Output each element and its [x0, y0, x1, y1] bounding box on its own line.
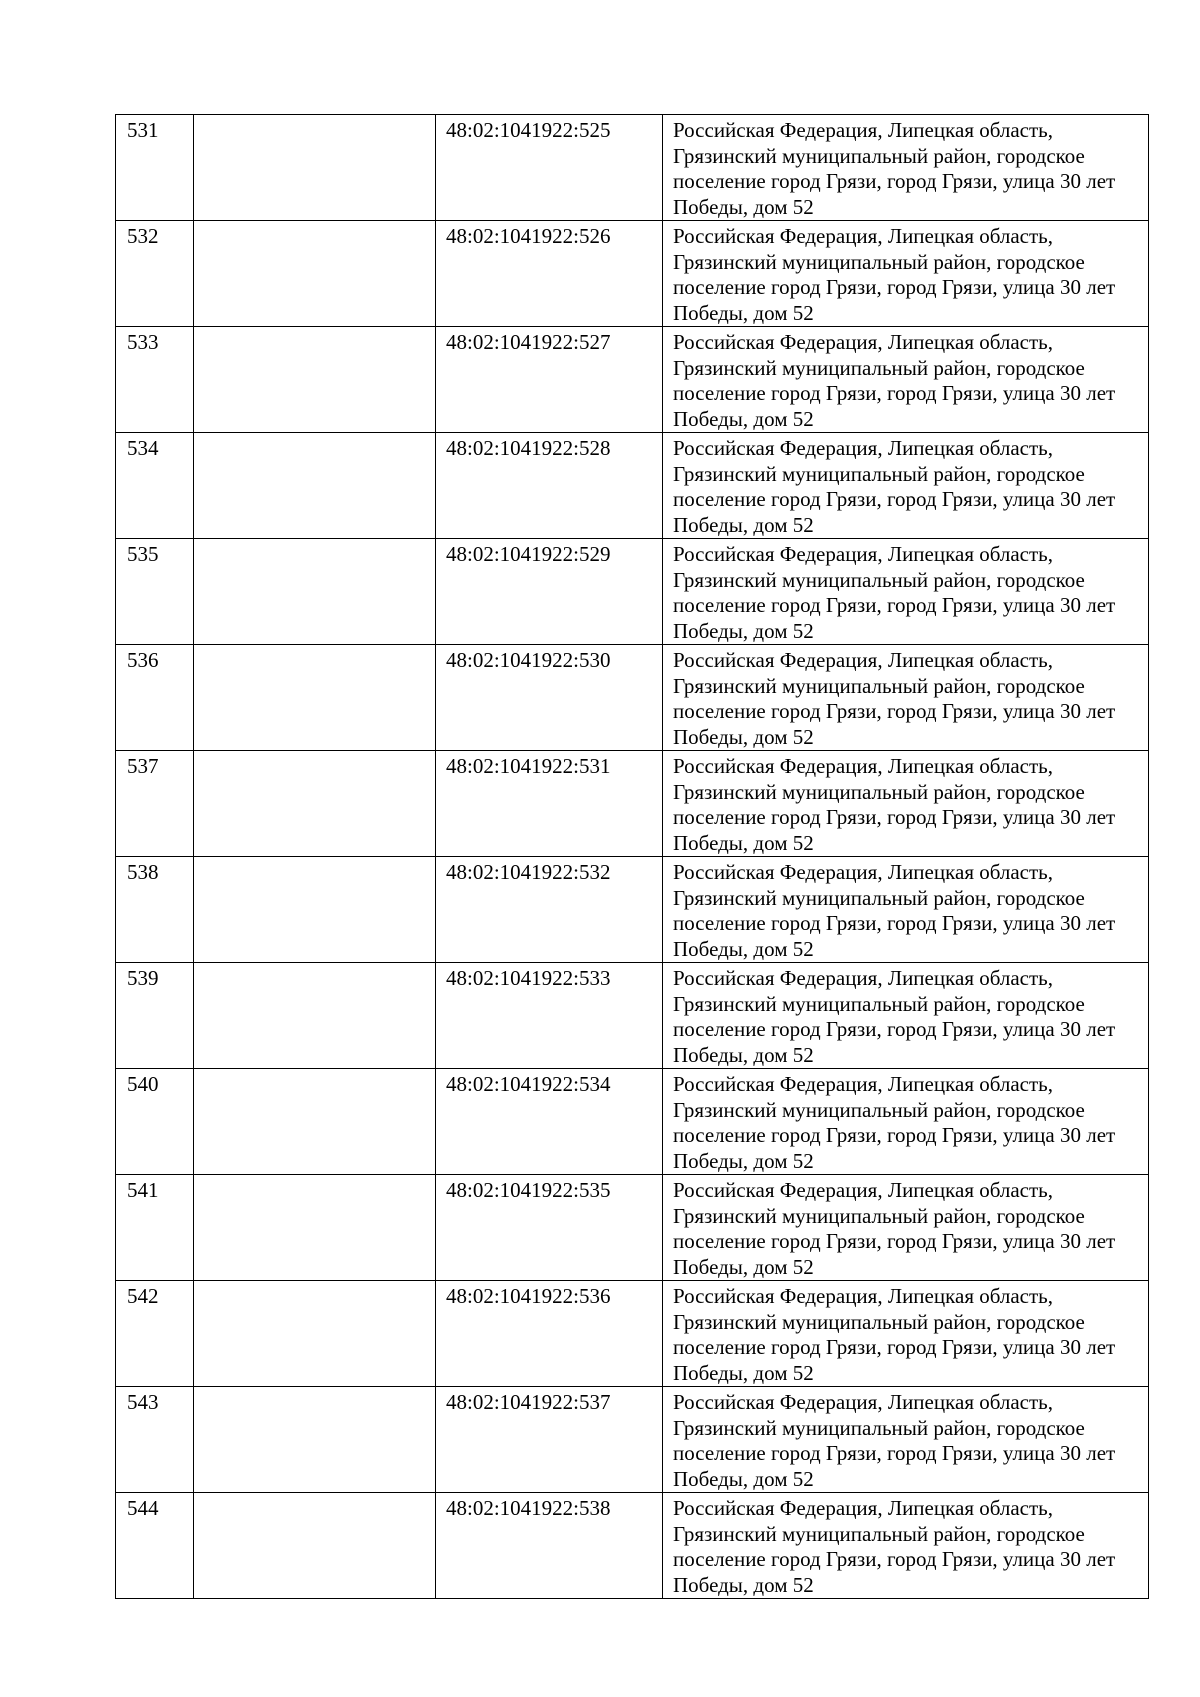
address-cell: Российская Федерация, Липецкая область, Грязинский муниципальный район, городское поселение город Грязи, город Грязи, улица 30 лет Победы, дом 52 [663, 433, 1149, 539]
address-cell: Российская Федерация, Липецкая область, Грязинский муниципальный район, городское поселение город Грязи, город Грязи, улица 30 лет Победы, дом 52 [663, 751, 1149, 857]
property-table [115, 114, 1149, 1599]
address-cell: Российская Федерация, Липецкая область, Грязинский муниципальный район, городское поселение город Грязи, город Грязи, улица 30 лет Победы, дом 52 [663, 645, 1149, 751]
table-row [116, 645, 1149, 751]
cadastral-number: 48:02:1041922:530 [436, 645, 663, 751]
row-number: 540 [116, 1069, 194, 1175]
object-name-cell [194, 221, 436, 327]
cadastral-number: 48:02:1041922:536 [436, 1281, 663, 1387]
address-cell: Российская Федерация, Липецкая область, Грязинский муниципальный район, городское поселение город Грязи, город Грязи, улица 30 лет Победы, дом 52 [663, 1069, 1149, 1175]
address-cell: Российская Федерация, Липецкая область, Грязинский муниципальный район, городское поселение город Грязи, город Грязи, улица 30 лет Победы, дом 52 [663, 1175, 1149, 1281]
row-number: 543 [116, 1387, 194, 1493]
table-row [116, 433, 1149, 539]
address-cell: Российская Федерация, Липецкая область, Грязинский муниципальный район, городское поселение город Грязи, город Грязи, улица 30 лет Победы, дом 52 [663, 115, 1149, 221]
object-name-cell [194, 1493, 436, 1599]
table-row [116, 327, 1149, 433]
table-row [116, 1069, 1149, 1175]
address-cell: Российская Федерация, Липецкая область, Грязинский муниципальный район, городское поселение город Грязи, город Грязи, улица 30 лет Победы, дом 52 [663, 1281, 1149, 1387]
object-name-cell [194, 1175, 436, 1281]
row-number: 538 [116, 857, 194, 963]
table-row [116, 1175, 1149, 1281]
table-row [116, 751, 1149, 857]
table-row [116, 857, 1149, 963]
row-number: 537 [116, 751, 194, 857]
object-name-cell [194, 645, 436, 751]
table-row [116, 221, 1149, 327]
cadastral-number: 48:02:1041922:537 [436, 1387, 663, 1493]
cadastral-number: 48:02:1041922:531 [436, 751, 663, 857]
object-name-cell [194, 1069, 436, 1175]
object-name-cell [194, 857, 436, 963]
cadastral-number: 48:02:1041922:534 [436, 1069, 663, 1175]
cadastral-number: 48:02:1041922:527 [436, 327, 663, 433]
object-name-cell [194, 115, 436, 221]
cadastral-number: 48:02:1041922:533 [436, 963, 663, 1069]
address-cell: Российская Федерация, Липецкая область, Грязинский муниципальный район, городское поселение город Грязи, город Грязи, улица 30 лет Победы, дом 52 [663, 857, 1149, 963]
object-name-cell [194, 433, 436, 539]
row-number: 541 [116, 1175, 194, 1281]
address-cell: Российская Федерация, Липецкая область, Грязинский муниципальный район, городское поселение город Грязи, город Грязи, улица 30 лет Победы, дом 52 [663, 963, 1149, 1069]
address-cell: Российская Федерация, Липецкая область, Грязинский муниципальный район, городское поселение город Грязи, город Грязи, улица 30 лет Победы, дом 52 [663, 1387, 1149, 1493]
row-number: 534 [116, 433, 194, 539]
row-number: 536 [116, 645, 194, 751]
object-name-cell [194, 963, 436, 1069]
row-number: 532 [116, 221, 194, 327]
table-row [116, 1387, 1149, 1493]
address-cell: Российская Федерация, Липецкая область, Грязинский муниципальный район, городское поселение город Грязи, город Грязи, улица 30 лет Победы, дом 52 [663, 221, 1149, 327]
row-number: 535 [116, 539, 194, 645]
cadastral-number: 48:02:1041922:529 [436, 539, 663, 645]
table-row [116, 115, 1149, 221]
cadastral-number: 48:02:1041922:535 [436, 1175, 663, 1281]
cadastral-number: 48:02:1041922:526 [436, 221, 663, 327]
object-name-cell [194, 1281, 436, 1387]
address-cell: Российская Федерация, Липецкая область, Грязинский муниципальный район, городское поселение город Грязи, город Грязи, улица 30 лет Победы, дом 52 [663, 539, 1149, 645]
row-number: 539 [116, 963, 194, 1069]
table-row [116, 539, 1149, 645]
cadastral-number: 48:02:1041922:538 [436, 1493, 663, 1599]
object-name-cell [194, 751, 436, 857]
object-name-cell [194, 539, 436, 645]
address-cell: Российская Федерация, Липецкая область, Грязинский муниципальный район, городское поселение город Грязи, город Грязи, улица 30 лет Победы, дом 52 [663, 1493, 1149, 1599]
cadastral-number: 48:02:1041922:525 [436, 115, 663, 221]
table-row [116, 1281, 1149, 1387]
row-number: 544 [116, 1493, 194, 1599]
object-name-cell [194, 1387, 436, 1493]
row-number: 542 [116, 1281, 194, 1387]
row-number: 531 [116, 115, 194, 221]
object-name-cell [194, 327, 436, 433]
cadastral-number: 48:02:1041922:528 [436, 433, 663, 539]
table-row [116, 1493, 1149, 1599]
table-row [116, 963, 1149, 1069]
row-number: 533 [116, 327, 194, 433]
property-table-body [116, 115, 1149, 1599]
address-cell: Российская Федерация, Липецкая область, Грязинский муниципальный район, городское поселение город Грязи, город Грязи, улица 30 лет Победы, дом 52 [663, 327, 1149, 433]
cadastral-number: 48:02:1041922:532 [436, 857, 663, 963]
